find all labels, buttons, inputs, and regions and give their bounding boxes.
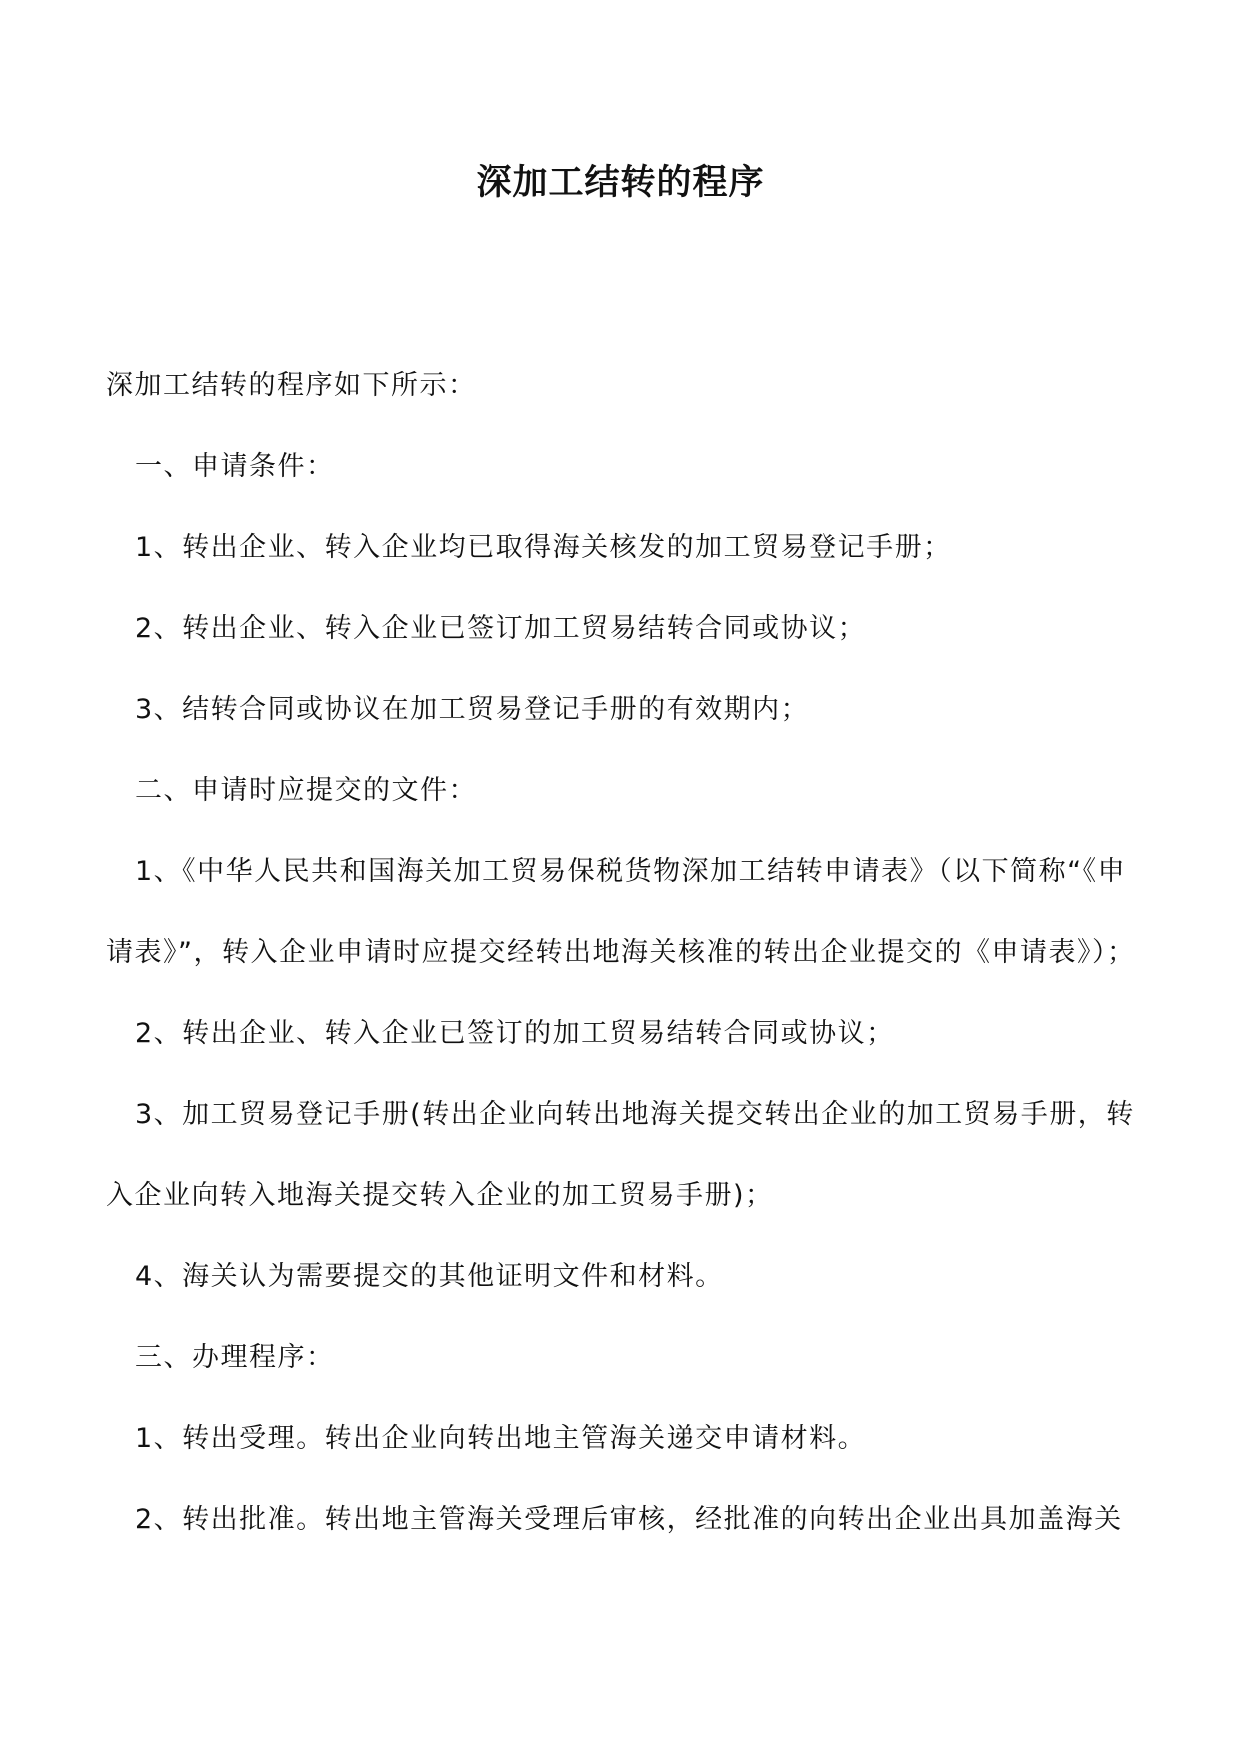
- procedure-item-2: 2、转出批准。转出地主管海关受理后审核，经批准的向转出企业出具加盖海关: [135, 1504, 1123, 1535]
- condition-item-2: 2、转出企业、转入企业已签订加工贸易结转合同或协议；: [135, 613, 867, 644]
- document-item-2: 2、转出企业、转入企业已签订的加工贸易结转合同或协议；: [135, 1018, 895, 1049]
- document-item-3: 3、加工贸易登记手册(转出企业向转出地海关提交转出企业的加工贸易手册，转入企业向转入地海关提交转入企业的加工贸易手册)；: [106, 1099, 1135, 1211]
- document-title: 深加工结转的程序: [476, 162, 765, 203]
- document-body: [106, 345, 1138, 1560]
- document-item-1: 1、《中华人民共和国海关加工贸易保税货物深加工结转申请表》（以下简称“《申请表》”，转入企业申请时应提交经转出地海关核准的转出企业提交的《申请表》）；: [106, 856, 1136, 968]
- condition-item-1: 1、转出企业、转入企业均已取得海关核发的加工贸易登记手册；: [135, 532, 952, 563]
- document-item-4: 4、海关认为需要提交的其他证明文件和材料。: [135, 1261, 724, 1292]
- section-heading-procedure: 三、办理程序：: [135, 1342, 335, 1373]
- intro-paragraph: 深加工结转的程序如下所示：: [106, 370, 477, 401]
- condition-item-3: 3、结转合同或协议在加工贸易登记手册的有效期内；: [135, 694, 810, 725]
- procedure-item-1: 1、转出受理。转出企业向转出地主管海关递交申请材料。: [135, 1423, 867, 1454]
- section-heading-conditions: 一、申请条件：: [135, 451, 335, 482]
- section-heading-documents: 二、申请时应提交的文件：: [135, 775, 477, 806]
